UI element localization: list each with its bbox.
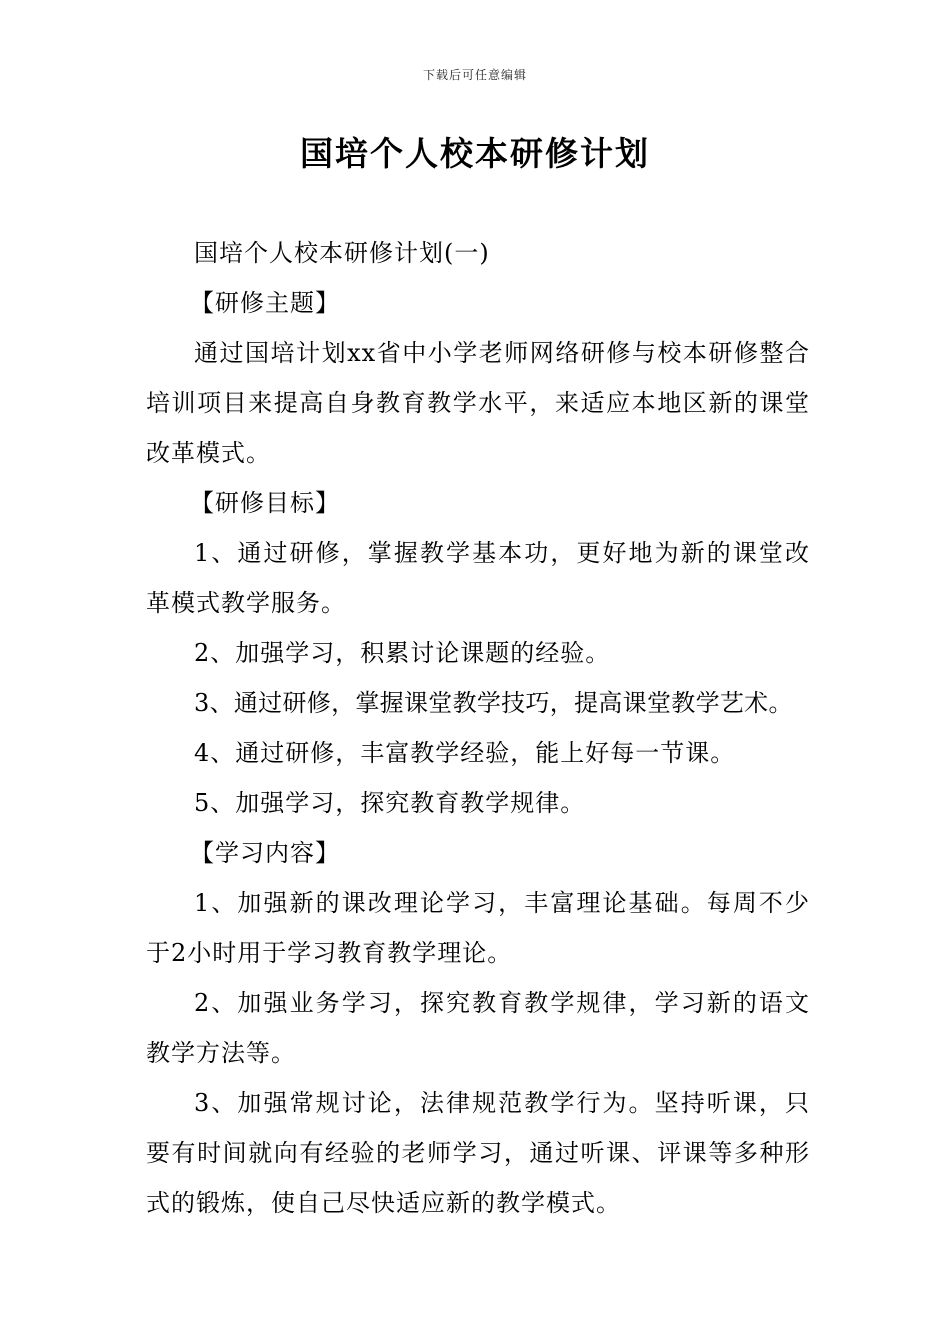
- list-item: 5、加强学习，探究教育教学规律。: [194, 789, 586, 817]
- list-item: 1、通过研修，掌握教学基本功，更好地为新的课堂改革模式教学服务。: [146, 539, 810, 617]
- list-item: 4、通过研修，丰富教学经验，能上好每一节课。: [194, 739, 736, 767]
- list-item: 3、加强常规讨论，法律规范教学行为。坚持听课，只要有时间就向有经验的老师学习，通过听课、评课等多种形式的锻炼，使自己尽快适应新的教学模式。: [146, 1089, 810, 1217]
- section-heading-goals: 【研修目标】: [190, 489, 340, 517]
- list-item: 2、加强学习，积累讨论课题的经验。: [194, 639, 611, 667]
- list-item: 2、加强业务学习，探究教育教学规律，学习新的语文教学方法等。: [146, 989, 810, 1067]
- section-heading-theme: 【研修主题】: [190, 289, 340, 317]
- document-title: 国培个人校本研修计划: [300, 134, 650, 173]
- document-body: [146, 228, 810, 1228]
- body-paragraph: 通过国培计划xx省中小学老师网络研修与校本研修整合培训项目来提高自身教育教学水平，来适应本地区新的课堂改革模式。: [146, 339, 810, 467]
- subtitle-paragraph: 国培个人校本研修计划(一): [194, 239, 490, 267]
- list-item: 1、加强新的课改理论学习，丰富理论基础。每周不少于2小时用于学习教育教学理论。: [146, 889, 810, 967]
- list-item: 3、通过研修，掌握课堂教学技巧，提高课堂教学艺术。: [194, 689, 793, 717]
- page-header-note: 下载后可任意编辑: [422, 68, 527, 82]
- section-heading-content: 【学习内容】: [190, 839, 340, 867]
